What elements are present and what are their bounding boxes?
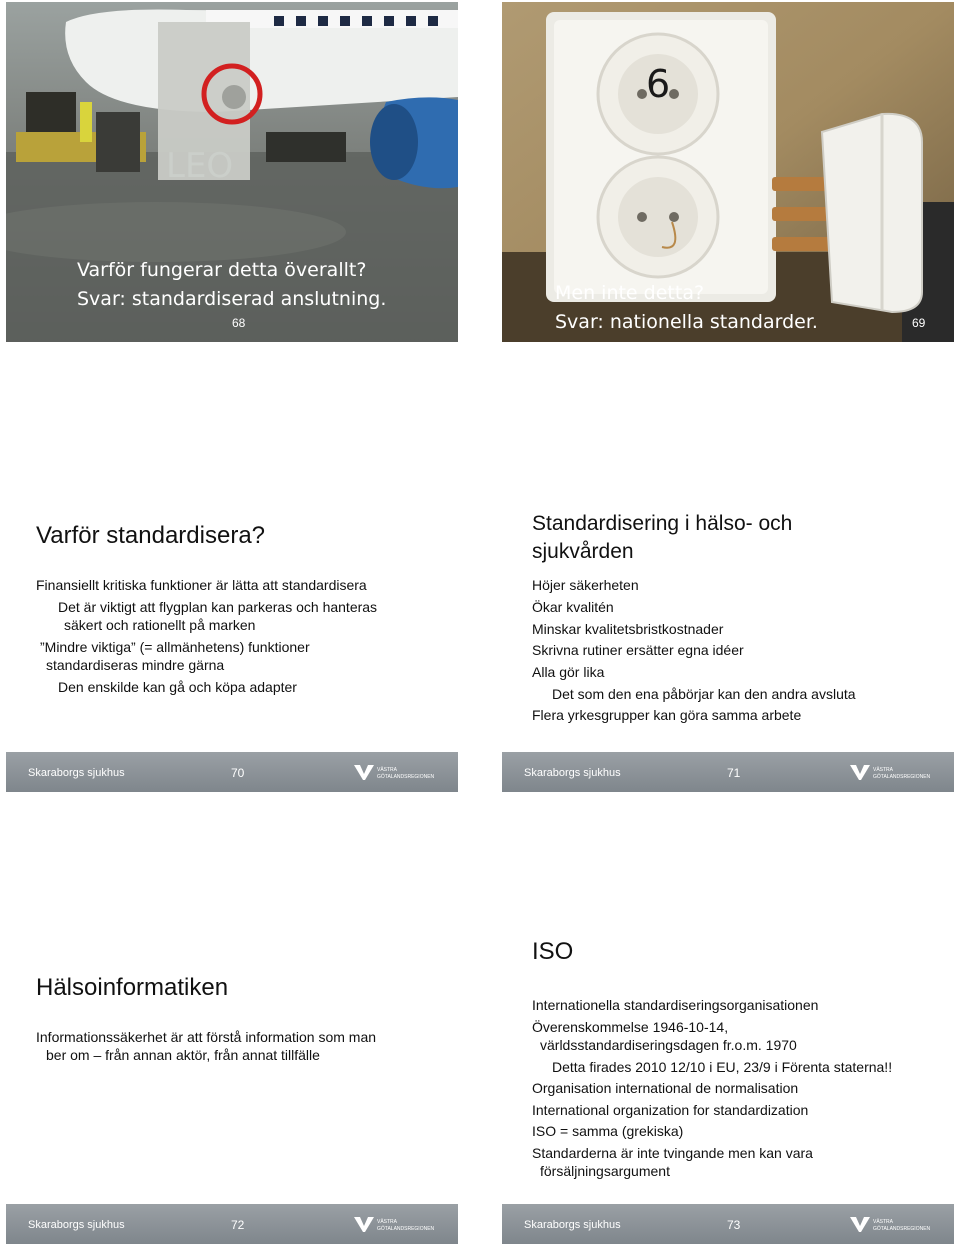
bullet-3-line-1: ”Mindre viktiga” (= allmänhetens) funktioner — [40, 639, 310, 655]
slide-68 — [6, 2, 458, 342]
bullet-2-line-1: Överenskommelse 1946-10-14, — [532, 1019, 729, 1035]
bullet-1-line-1: Informationssäkerhet är att förstå information som man — [36, 1029, 377, 1045]
logo-text-2: GÖTALANDSREGIONEN — [377, 774, 435, 780]
slide-title-line-1: Standardisering i hälso- och — [532, 512, 793, 535]
slide-number: 72 — [231, 1218, 245, 1232]
slide-caption-line-2: Svar: nationella standarder. — [555, 311, 818, 333]
slide-title: Hälsoinformatiken — [36, 974, 229, 1001]
logo-text-1: VÄSTRA — [377, 767, 398, 773]
slide-73 — [502, 904, 954, 1244]
slide-69 — [502, 2, 954, 342]
slide-number: 73 — [727, 1218, 741, 1232]
region-logo — [848, 762, 934, 782]
bullet-3-line-2: standardiseras mindre gärna — [46, 657, 225, 673]
bullet-7-line-2: försäljningsargument — [540, 1163, 670, 1179]
slide-footer — [502, 1204, 954, 1244]
slide-footer — [6, 752, 458, 792]
bullet-7: Flera yrkesgrupper kan göra samma arbete — [532, 707, 802, 723]
slide-number: 71 — [727, 766, 741, 780]
slide-title-line-2: sjukvården — [532, 540, 634, 563]
logo-text-2: GÖTALANDSREGIONEN — [873, 1226, 931, 1232]
slide-number: 68 — [232, 316, 246, 330]
logo-text-2: GÖTALANDSREGIONEN — [377, 1226, 435, 1232]
slide-72 — [6, 904, 458, 1244]
bullet-5: International organization for standardization — [532, 1102, 809, 1118]
region-logo — [352, 762, 438, 782]
slide-footer — [502, 752, 954, 792]
footer-org-name: Skaraborgs sjukhus — [28, 767, 125, 779]
bullet-2-line-2: säkert och rationellt på marken — [64, 617, 256, 633]
slide-caption-line-1: Varför fungerar detta överallt? — [77, 259, 367, 281]
footer-org-name: Skaraborgs sjukhus — [28, 1219, 125, 1231]
region-logo — [848, 1214, 934, 1234]
slide-title: Varför standardisera? — [36, 522, 266, 549]
footer-org-name: Skaraborgs sjukhus — [524, 1219, 621, 1231]
slide-footer — [6, 1204, 458, 1244]
region-logo — [352, 1214, 438, 1234]
bullet-5: Alla gör lika — [532, 664, 605, 680]
bullet-6: ISO = samma (grekiska) — [532, 1123, 684, 1139]
slide-caption-line-2: Svar: standardiserad anslutning. — [77, 288, 387, 310]
bullet-2-line-1: Det är viktigt att flygplan kan parkeras och hanteras — [58, 599, 378, 615]
bullet-4: Skrivna rutiner ersätter egna idéer — [532, 642, 744, 658]
bullet-4: Organisation international de normalisation — [532, 1080, 799, 1096]
slide-71 — [502, 452, 954, 792]
bullet-2-line-2: världsstandardiseringsdagen fr.o.m. 1970 — [540, 1037, 797, 1053]
bullet-1: Höjer säkerheten — [532, 577, 639, 593]
logo-text-2: GÖTALANDSREGIONEN — [873, 774, 931, 780]
bullet-7-line-1: Standarderna är inte tvingande men kan vara — [532, 1145, 813, 1161]
bullet-4: Den enskilde kan gå och köpa adapter — [58, 679, 297, 695]
footer-org-name: Skaraborgs sjukhus — [524, 767, 621, 779]
bullet-6: Det som den ena påbörjar kan den andra avsluta — [552, 686, 856, 702]
bullet-3: Detta firades 2010 12/10 i EU, 23/9 i Förenta staterna!! — [552, 1059, 893, 1075]
outlet-handwritten-mark: 6 — [646, 62, 671, 106]
slide-number: 70 — [231, 766, 245, 780]
logo-text-1: VÄSTRA — [377, 1219, 398, 1225]
bullet-1: Internationella standardiseringsorganisationen — [532, 997, 819, 1013]
bullet-1: Finansiellt kritiska funktioner är lätta att standardisera — [36, 577, 367, 593]
bullet-1-line-2: ber om – från annan aktör, från annat tillfälle — [46, 1047, 320, 1063]
slide-caption-line-1: Men inte detta? — [555, 282, 705, 304]
bullet-3: Minskar kvalitetsbristkostnader — [532, 621, 724, 637]
bullet-2: Ökar kvalitén — [532, 599, 614, 615]
logo-text-1: VÄSTRA — [873, 767, 894, 773]
slide-title: ISO — [532, 938, 574, 965]
slide-70 — [6, 452, 458, 792]
logo-text-1: VÄSTRA — [873, 1219, 894, 1225]
slide-number: 69 — [912, 316, 926, 330]
plane-hull-text: LEO — [166, 146, 234, 186]
